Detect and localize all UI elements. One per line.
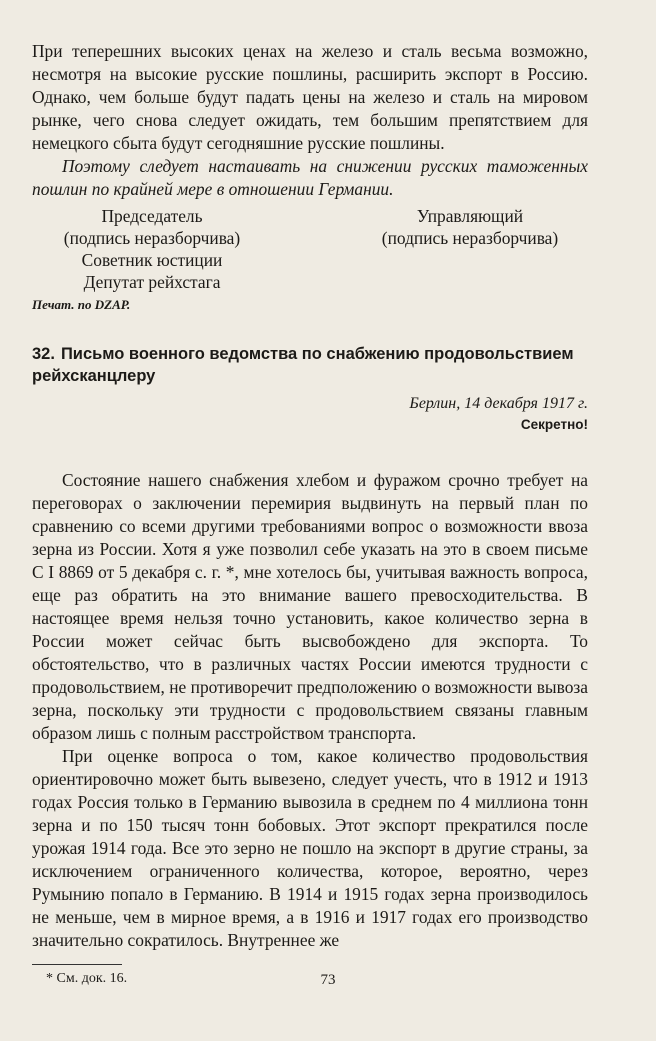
page-content [32, 40, 588, 987]
signature-left-line3: Советник юстиции [81, 250, 223, 270]
document-number: 32. [32, 345, 55, 363]
document-title: Письмо военного ведомства по снабжению продовольствием рейхсканцлеру [32, 345, 574, 385]
signature-block [32, 205, 588, 293]
intro-paragraph: При теперешних высоких ценах на железо и сталь весьма возможно, несмотря на высокие русские пошлины, расширить экспорт в Россию. Однако, чем больше будут падать цены на железо и сталь на мировом рынке, чего снова следует ожидать, тем большим препятствием для немецкого сбыта будут сегодняшние русские пошлины. [32, 41, 588, 153]
signature-right [350, 205, 590, 249]
signature-right-note: (подпись неразборчива) [381, 228, 559, 248]
body-paragraph-2: При оценке вопроса о том, какое количество продовольствия ориентировочно может быть вывезено, следует учесть, что в 1912 и 1913 годах Россия только в Германию вывозила в среднем по 4 миллиона тонн зерна и по 150 тысяч тонн бобовых. Этот экспорт прекратился после урожая 1914 года. Все это зерно не пошло на экспорт в другие страны, за исключением ограниченного количества, которое, вероятно, через Румынию попало в Германию. В 1914 и 1915 годах зерна производилось не меньше, чем в мирное время, а в 1916 и 1917 годах его производство значительно сократилось. Внутреннее же [32, 746, 588, 950]
footnote-divider [32, 964, 122, 965]
footnote: * См. док. 16. [46, 971, 128, 986]
document-body [32, 469, 588, 952]
signature-left [32, 205, 272, 293]
conclusion-paragraph: Поэтому следует настаивать на снижении русских таможенных пошлин по крайней мере в отношении Германии. [32, 156, 588, 199]
page-number: 73 [320, 972, 336, 988]
signature-left-note: (подпись неразборчива) [63, 228, 241, 248]
signature-right-title: Управляющий [416, 206, 524, 226]
source-note: Печат. по DZAP. [32, 297, 131, 312]
signature-left-title: Председатель [101, 206, 203, 226]
body-paragraph-1: Состояние нашего снабжения хлебом и фуражом срочно требует на переговорах о заключении перемирия выдвинуть на первый план по сравнению со всеми другими требованиями вопрос о возможности ввоза зерна из России. Хотя я уже позволил себе указать на это в своем письме С I 8869 от 5 декабря с. г. *, мне хотелось бы, учитывая важность вопроса, еще раз обратить на это внимание вашего превосходительства. В настоящее время нельзя точно установить, какое количество зерна в России может сейчас быть высвобождено для экспорта. То обстоятельство, что в различных частях России имеются трудности с продовольствием, не противоречит предположению о возможности вывоза зерна, поскольку эти трудности с продовольствием связаны главным образом лишь с полным расстройством транспорта. [32, 470, 588, 743]
document-heading [32, 343, 588, 387]
signature-left-line4: Депутат рейхстага [83, 272, 221, 292]
classification-mark: Секретно! [520, 417, 588, 432]
document-dateline: Берлин, 14 декабря 1917 г. [409, 395, 588, 412]
